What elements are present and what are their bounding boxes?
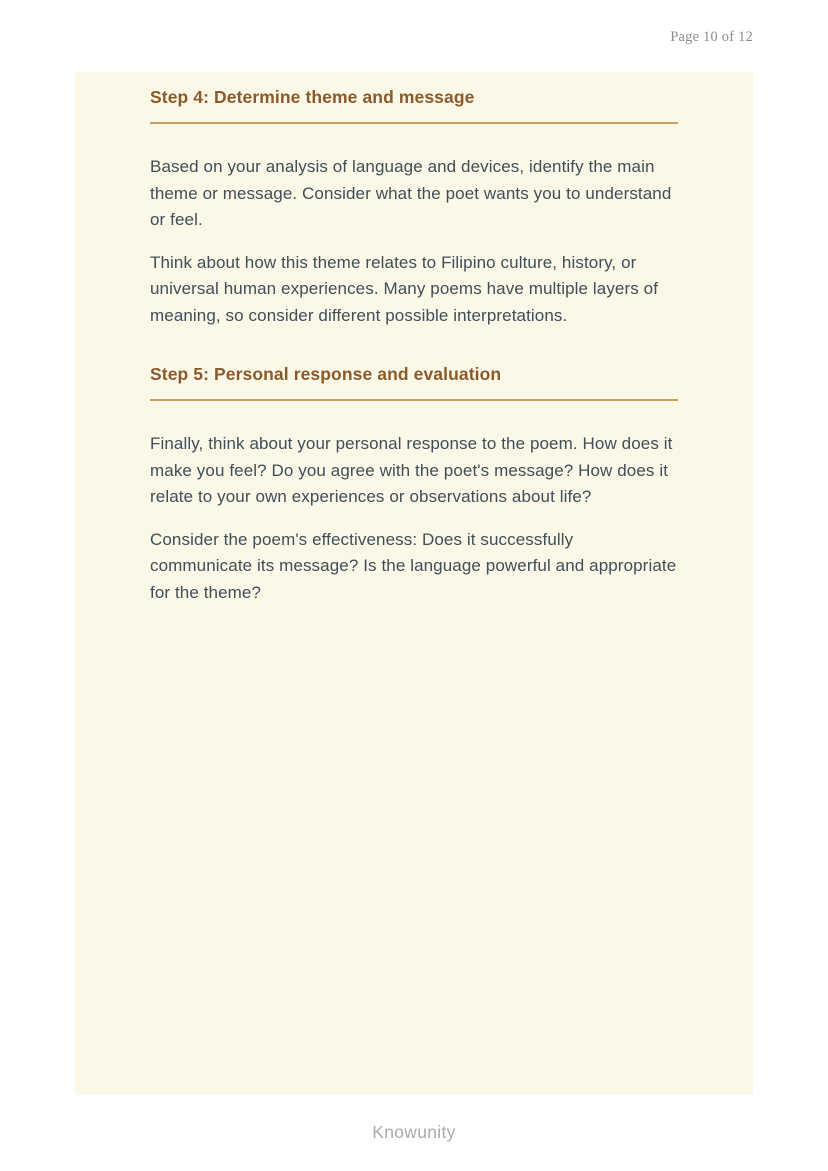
- footer-brand-knowunity: Knowunity: [372, 1122, 456, 1142]
- paragraph: Think about how this theme relates to Filipino culture, history, or universal human experiences. Many poems have multiple layers of meaning, so consider different possible interpretations.: [150, 252, 659, 325]
- page-number: Page 10 of 12: [670, 29, 753, 45]
- content-panel: [75, 72, 753, 1095]
- section-heading-step-5: Step 5: Personal response and evaluation: [150, 357, 678, 401]
- section-heading-step-4: Step 4: Determine theme and message: [150, 80, 678, 124]
- paragraph: Consider the poem's effectiveness: Does it successfully communicate its message? Is the language powerful and appropriate for the theme?: [150, 529, 677, 602]
- paragraph: Based on your analysis of language and devices, identify the main theme or message. Consider what the poet wants you to understand or feel.: [150, 157, 672, 229]
- paragraph: Finally, think about your personal response to the poem. How does it make you feel? Do you agree with the poet's message? How does it relate to your own experiences or observations about life?: [150, 434, 673, 506]
